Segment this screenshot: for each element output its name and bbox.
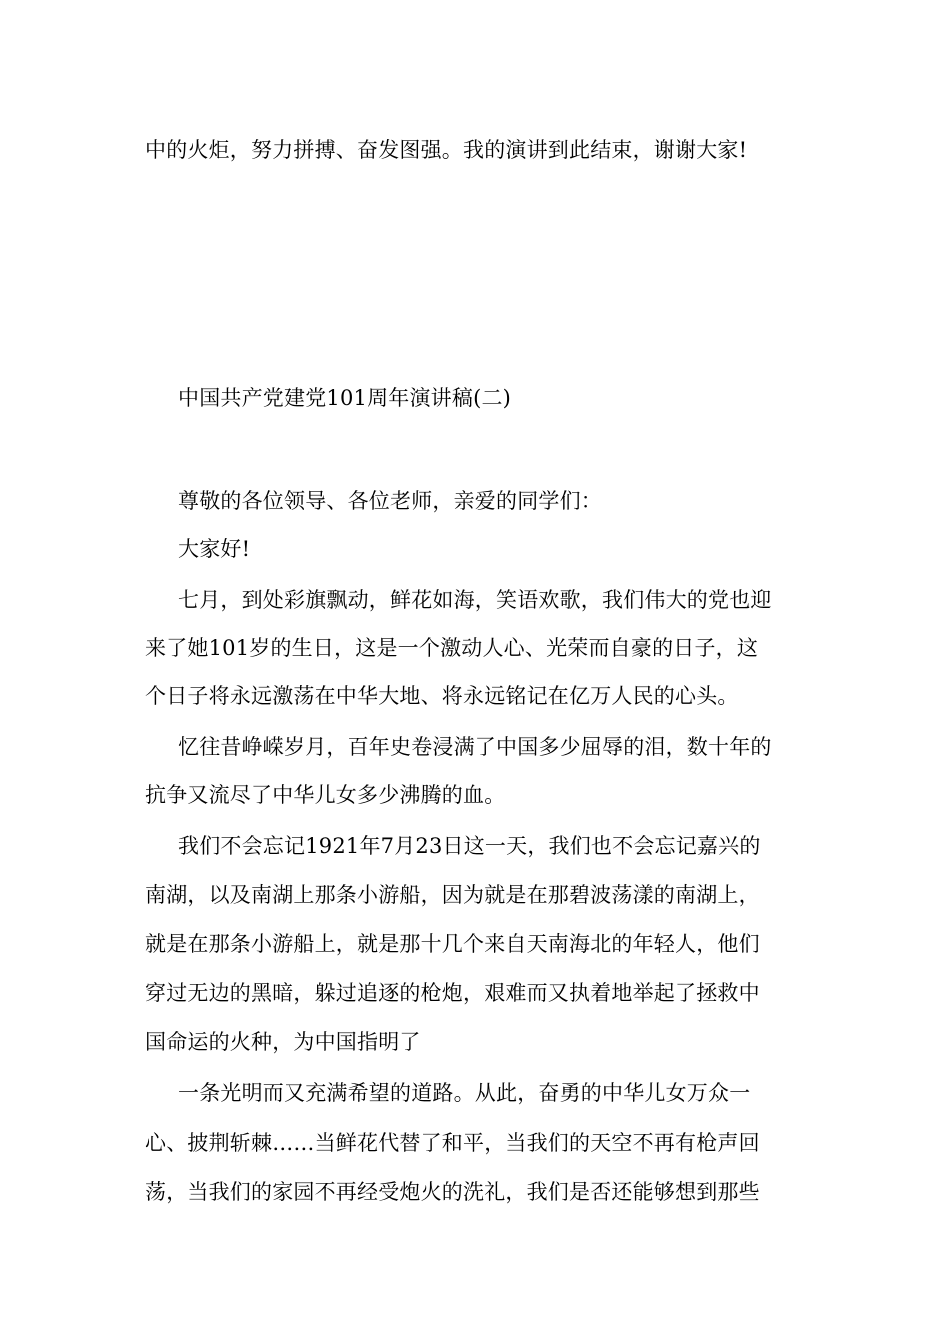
greeting-text: 大家好! <box>178 537 251 561</box>
paragraph-2-line-2: 抗争又流尽了中华儿女多少沸腾的血。 <box>145 783 506 807</box>
paragraph-3-line-1: 我们不会忘记1921年7月23日这一天，我们也不会忘记嘉兴的 <box>178 834 761 858</box>
paragraph-1-line-3: 个日子将永远激荡在中华大地、将永远铭记在亿万人民的心头。 <box>145 684 739 708</box>
paragraph-3-line-5: 国命运的火种，为中国指明了 <box>145 1030 421 1054</box>
paragraph-1-line-1: 七月，到处彩旗飘动，鲜花如海，笑语欢歌，我们伟大的党也迎 <box>178 588 772 612</box>
paragraph-4-line-1: 一条光明而又充满希望的道路。从此，奋勇的中华儿女万众一 <box>178 1081 751 1105</box>
paragraph-3-line-3: 就是在那条小游船上，就是那十几个来自天南海北的年轻人，他们 <box>145 932 760 956</box>
paragraph-4-line-2: 心、披荆斩棘……当鲜花代替了和平，当我们的天空不再有枪声回 <box>145 1131 760 1155</box>
paragraph-2-line-1: 忆往昔峥嵘岁月，百年史卷浸满了中国多少屈辱的泪，数十年的 <box>178 735 772 759</box>
salutation-text: 尊敬的各位领导、各位老师，亲爱的同学们： <box>178 489 602 513</box>
paragraph-1-line-2: 来了她101岁的生日，这是一个激动人心、光荣而自豪的日子，这 <box>145 636 759 660</box>
paragraph-4-line-3: 荡，当我们的家园不再经受炮火的洗礼，我们是否还能够想到那些 <box>145 1180 760 1204</box>
paragraph-3-line-4: 穿过无边的黑暗，躲过追逐的枪炮，艰难而又执着地举起了拯救中 <box>145 981 760 1005</box>
document-title: 中国共产党建党101周年演讲稿(二) <box>178 386 512 410</box>
paragraph-3-line-2: 南湖，以及南湖上那条小游船，因为就是在那碧波荡漾的南湖上， <box>145 883 760 907</box>
continuation-text: 中的火炬，努力拼搏、奋发图强。我的演讲到此结束，谢谢大家! <box>145 138 748 162</box>
